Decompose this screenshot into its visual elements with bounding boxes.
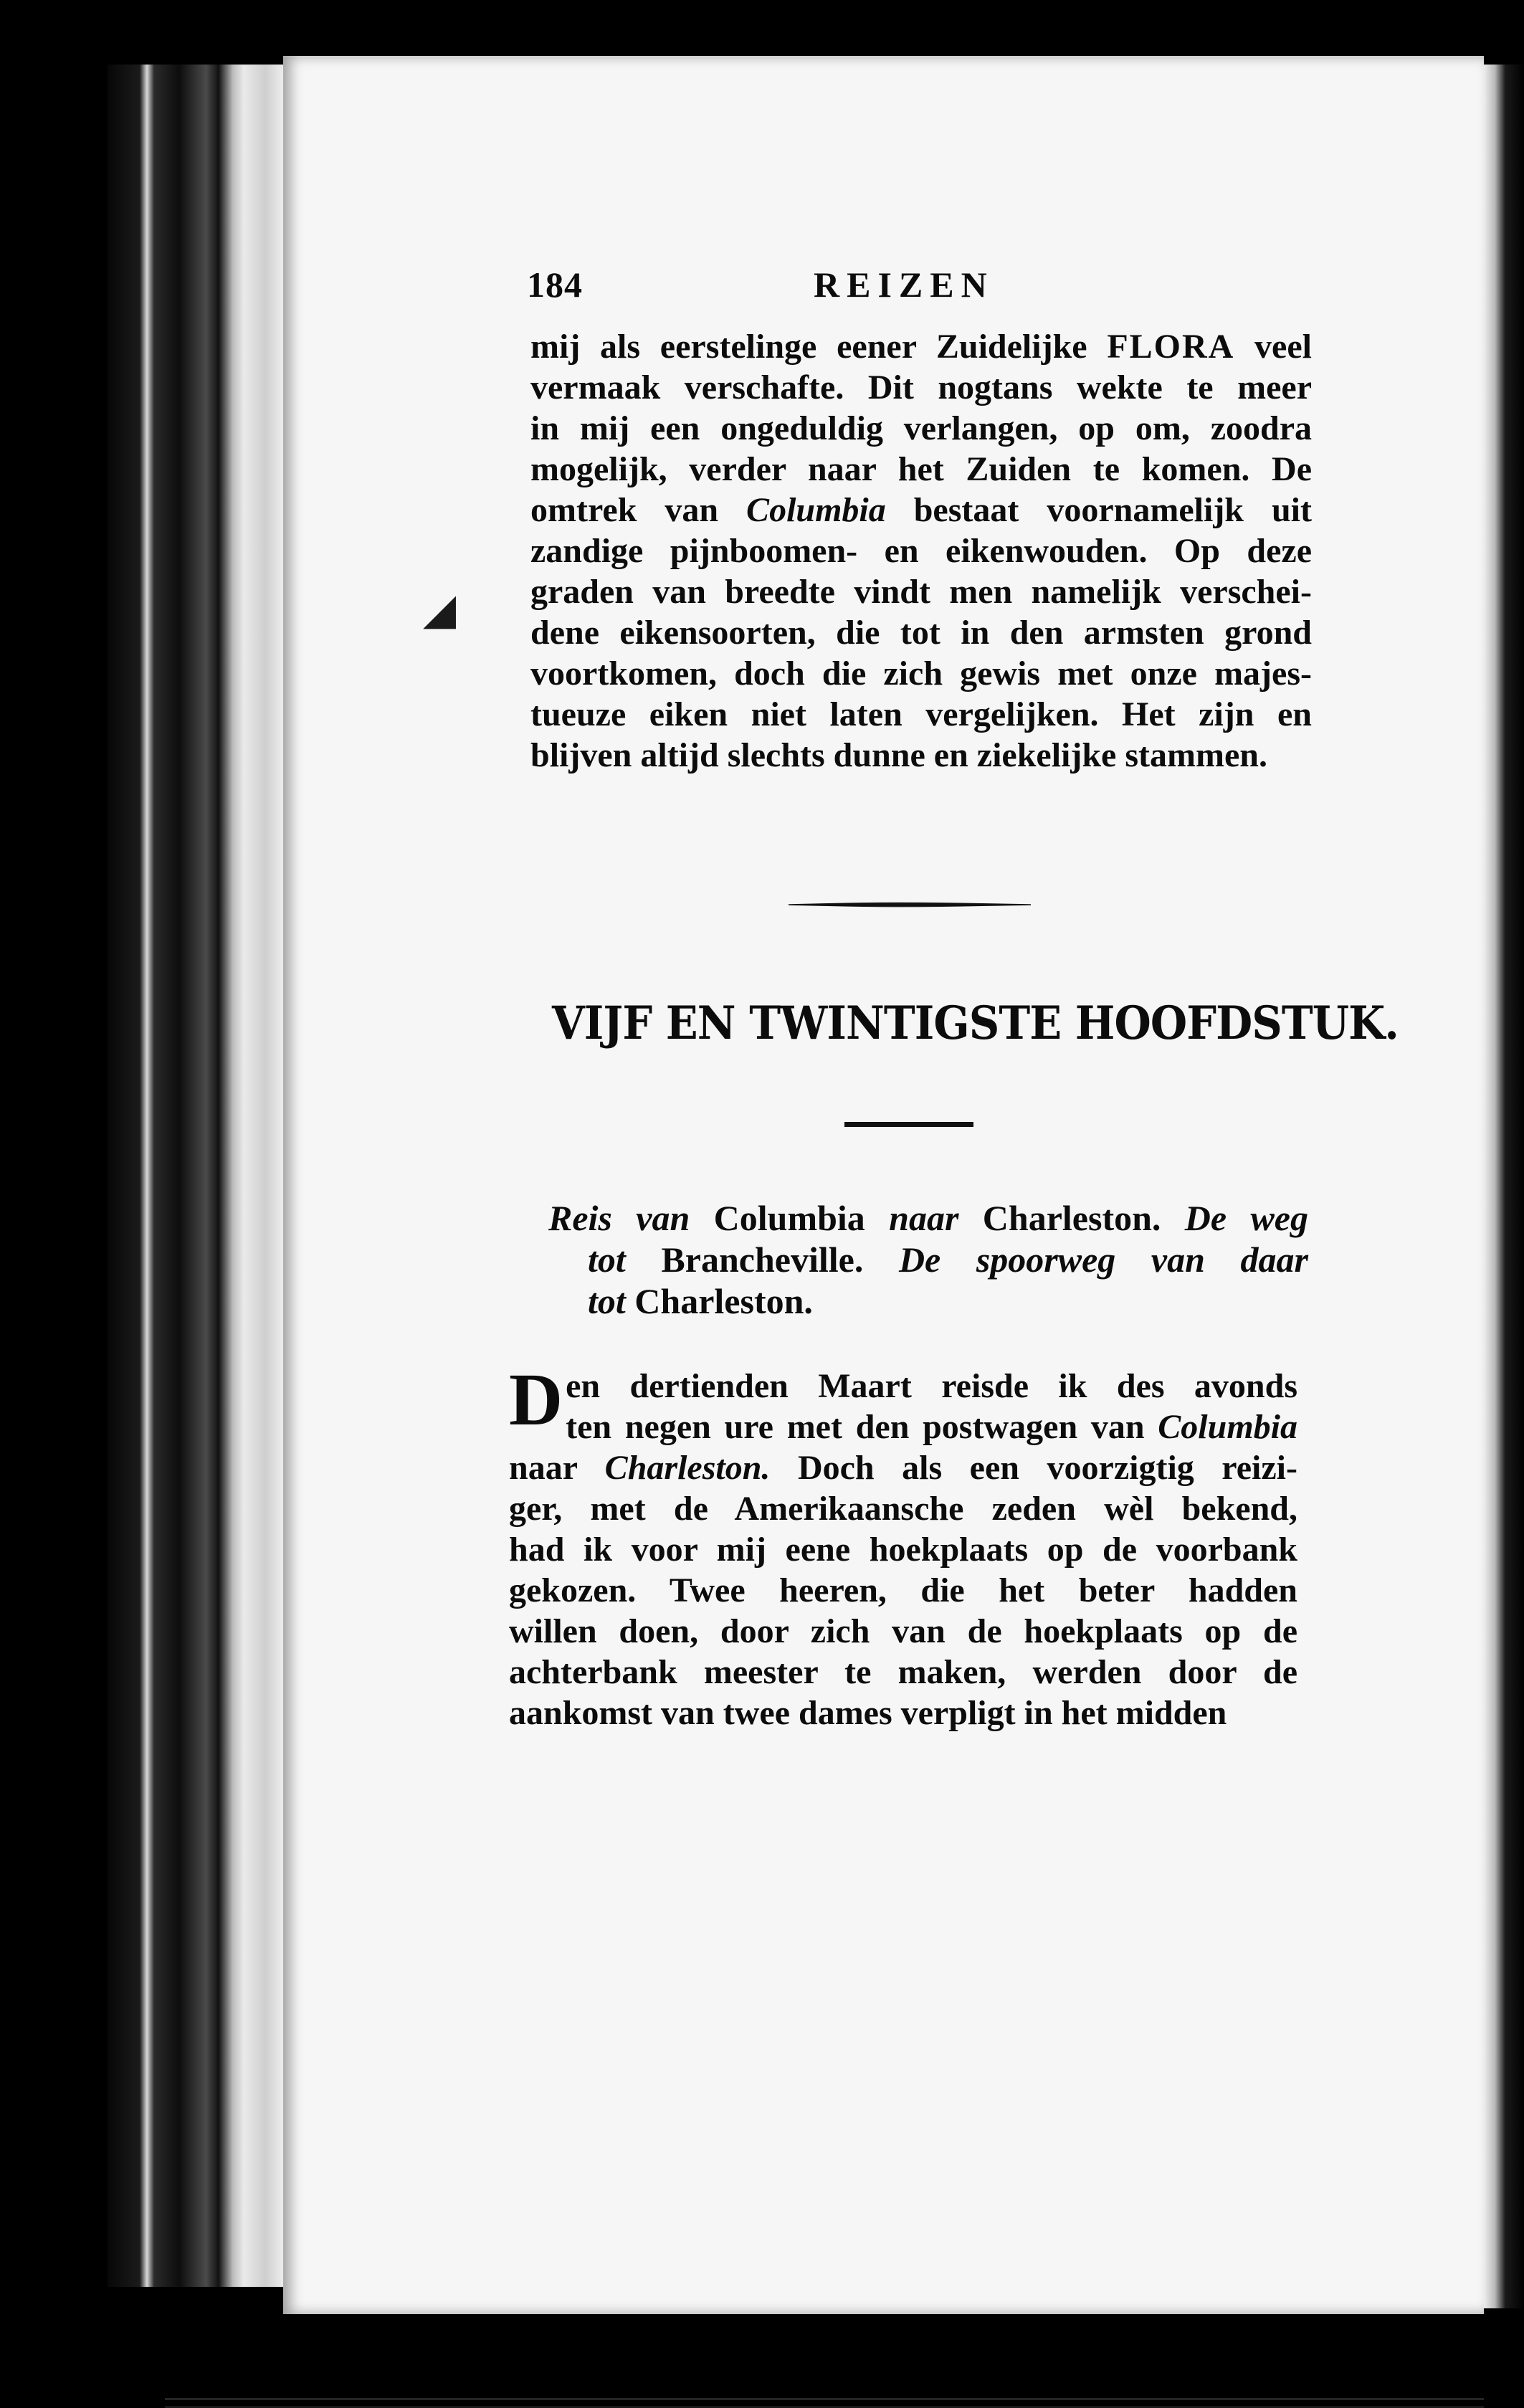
text-run: blijven altijd slechts dunne en ziekelijke stammen. bbox=[530, 736, 1267, 774]
page-right-edge bbox=[1482, 65, 1524, 2308]
text-line bbox=[509, 1529, 1297, 1570]
text-line bbox=[530, 530, 1312, 571]
text-run: veel bbox=[1234, 328, 1312, 366]
text-run: vermaak verschafte. Dit nogtans wekte te meer bbox=[530, 368, 1312, 406]
text-run: ger, met de Amerikaansche zeden wèl bekend, bbox=[509, 1490, 1297, 1528]
paragraph-opening bbox=[509, 1358, 1298, 1733]
page-number: 184 bbox=[527, 265, 583, 305]
fold-line-top bbox=[165, 2398, 1484, 2400]
drop-cap: D bbox=[509, 1358, 563, 1441]
book-spine bbox=[108, 65, 287, 2287]
text-run: Charleston. bbox=[958, 1198, 1185, 1238]
text-line bbox=[548, 1197, 1308, 1239]
text-line bbox=[509, 1652, 1297, 1693]
chapter-summary bbox=[548, 1197, 1308, 1322]
text-line bbox=[509, 1366, 1297, 1407]
text-line bbox=[530, 653, 1312, 694]
text-run: en dertienden Maart reisde ik des avonds bbox=[566, 1367, 1297, 1405]
text-line bbox=[509, 1407, 1297, 1447]
text-line bbox=[548, 1239, 1308, 1280]
text-line bbox=[530, 326, 1312, 367]
text-run: Doch als een voorzigtig reizi- bbox=[770, 1449, 1298, 1487]
text-line bbox=[509, 1488, 1297, 1529]
text-line bbox=[530, 735, 1312, 776]
text-line bbox=[530, 367, 1312, 408]
italic-text: tot bbox=[588, 1239, 626, 1280]
text-run: Brancheville. bbox=[625, 1239, 899, 1280]
italic-text: De spoorweg van daar bbox=[898, 1239, 1308, 1280]
italic-text: De weg bbox=[1184, 1198, 1308, 1238]
text-run: Charleston. bbox=[625, 1281, 813, 1321]
text-run: graden van breedte vindt men namelijk verschei- bbox=[530, 573, 1312, 611]
chapter-title-rule bbox=[844, 1122, 973, 1127]
text-run: gekozen. Twee heeren, die het beter hadden bbox=[509, 1571, 1297, 1609]
text-run: bestaat voornamelijk uit bbox=[885, 491, 1312, 529]
margin-mark: ◢ bbox=[423, 586, 457, 633]
text-line bbox=[530, 694, 1312, 735]
text-run: achterbank meester te maken, werden door de bbox=[509, 1653, 1297, 1691]
text-run: dene eikensoorten, die tot in den armsten grond bbox=[530, 614, 1312, 652]
text-line bbox=[530, 612, 1312, 653]
text-run: omtrek van bbox=[530, 491, 747, 529]
text-line bbox=[530, 490, 1312, 530]
chapter-title: VIJF EN TWINTIGSTE HOOFDSTUK. bbox=[552, 996, 1399, 1050]
text-run: voortkomen, doch die zich gewis met onze majes- bbox=[530, 655, 1312, 693]
text-line bbox=[530, 408, 1312, 449]
italic-text: tot bbox=[588, 1281, 626, 1321]
italic-text: naar bbox=[889, 1198, 959, 1238]
text-line bbox=[509, 1570, 1297, 1611]
text-line bbox=[509, 1693, 1297, 1733]
text-run: aankomst van twee dames verpligt in het midden bbox=[509, 1694, 1227, 1732]
page-header bbox=[527, 264, 1029, 307]
text-run: Columbia bbox=[690, 1198, 890, 1238]
text-run: ten negen ure met den postwagen van bbox=[566, 1408, 1158, 1446]
text-run: had ik voor mij eene hoekplaats op de voorbank bbox=[509, 1531, 1297, 1569]
small-caps-text: FLORA bbox=[1107, 328, 1235, 366]
text-line bbox=[509, 1611, 1297, 1652]
text-run: willen doen, door zich van de hoekplaats op de bbox=[509, 1612, 1297, 1650]
text-run: tueuze eiken niet laten vergelijken. Het zijn en bbox=[530, 695, 1312, 733]
text-line bbox=[530, 449, 1312, 490]
italic-text: Charleston. bbox=[604, 1449, 771, 1487]
text-run: mij als eerstelinge eener Zuidelijke bbox=[530, 328, 1108, 366]
text-run: zandige pijnboomen- en eikenwouden. Op deze bbox=[530, 532, 1312, 570]
italic-text: Reis van bbox=[548, 1198, 690, 1238]
text-run: mogelijk, verder naar het Zuiden te komen. De bbox=[530, 450, 1312, 488]
running-head: REIZEN bbox=[814, 265, 994, 305]
italic-text: Columbia bbox=[1158, 1408, 1297, 1446]
text-line bbox=[530, 571, 1312, 612]
text-line bbox=[548, 1280, 1308, 1322]
italic-text: Columbia bbox=[746, 491, 886, 529]
text-run: in mij een ongeduldig verlangen, op om, zoodra bbox=[530, 409, 1312, 447]
paragraph-continued bbox=[530, 326, 1312, 776]
text-line bbox=[509, 1447, 1297, 1488]
text-run: naar bbox=[509, 1449, 605, 1487]
